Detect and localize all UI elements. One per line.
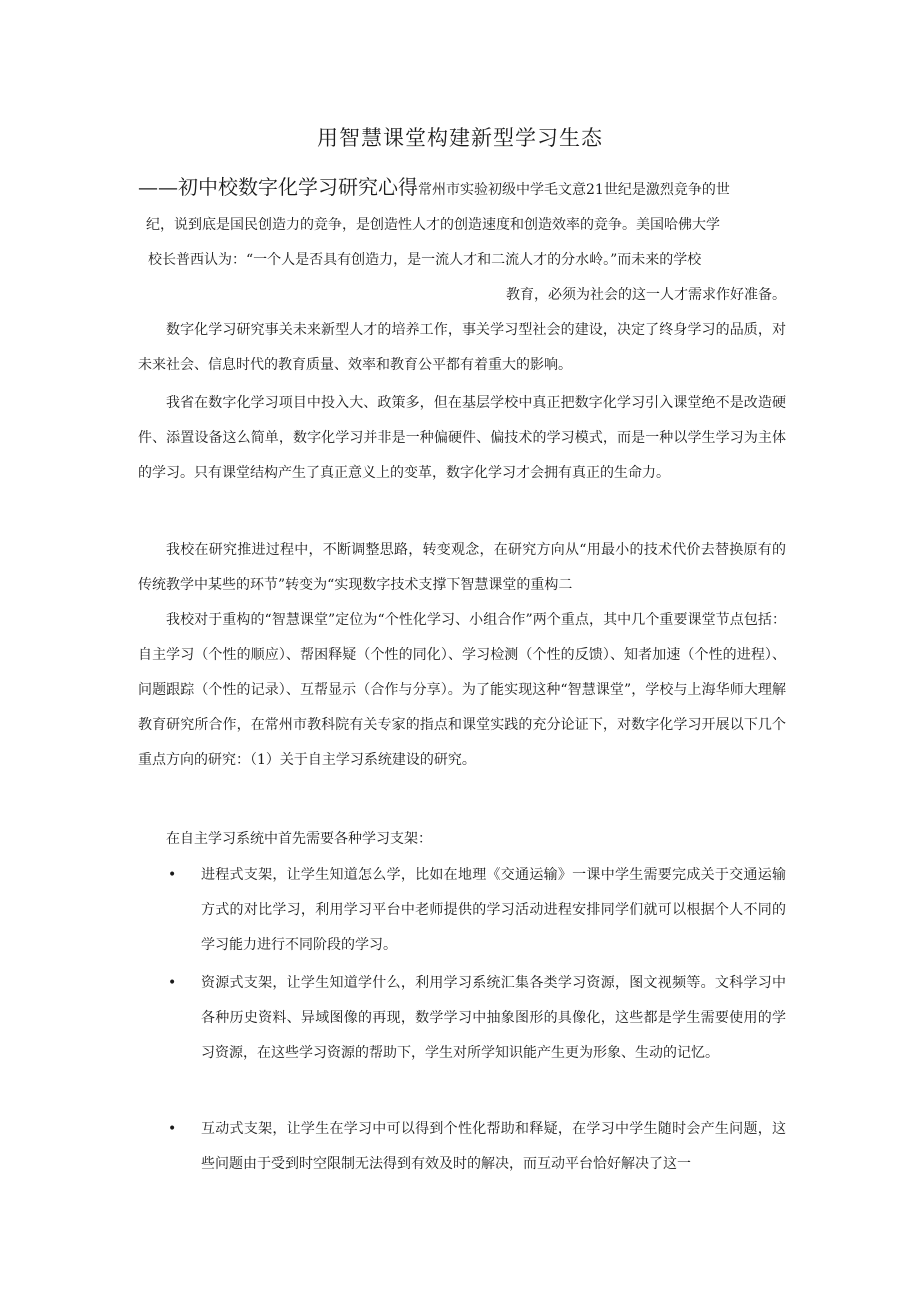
list-item-text: 资源式支架，让学生知道学什么，利用学习系统汇集各类学习资源，图文视频等。文科学习中各种历史资料、异域图像的再现，数学学习中抽象图形的具像化，这些都是学生需要使用的学习资源，在这些学习资源的帮助下，学生对所学知识能产生更为形象、生动的记忆。: [201, 975, 786, 1061]
paragraph: 我省在数字化学习项目中投入大、政策多，但在基层学校中真正把数字化学习引入课堂绝不是改造硬件、添置设备这么简单，数字化学习并非是一种偏硬件、偏技术的学习模式，而是一种以学生学习为主体的学习。只有课堂结构产生了真正意义上的变革，数字化学习才会拥有真正的生命力。: [138, 395, 786, 481]
intro-line-3: 校长普西认为：“一个人是否具有创造力，是一流人才和二流人才的分水岭。”而未来的学校: [148, 252, 702, 268]
paragraph: 数字化学习研究事关未来新型人才的培养工作，事关学习型社会的建设，决定了终身学习的品质，对未来社会、信息时代的教育质量、效率和教育公平都有着重大的影响。: [138, 322, 786, 373]
list-item-text: 互动式支架，让学生在学习中可以得到个性化帮助和释疑，在学习中学生随时会产生问题，这些问题由于受到时空限制无法得到有效及时的解决，而互动平台恰好解决了这一: [201, 1121, 786, 1172]
list-item: [138, 1112, 786, 1182]
subtitle-block: [138, 170, 786, 313]
paragraph: 我校在研究推进过程中，不断调整思路，转变观念，在研究方向从“用最小的技术代价去替换原有的传统教学中某些的环节”转变为“实现数字技术支撑下智慧课堂的重构二: [138, 542, 786, 593]
list-item-text: 进程式支架，让学生知道怎么学，比如在地理《交通运输》一课中学生需要完成关于交通运输方式的对比学习，利用学习平台中老师提供的学习活动进程安排同学们就可以根据个人不同的学习能力进行不同阶段的学习。: [201, 867, 786, 953]
subtitle-line: [138, 170, 786, 208]
document-subtitle: ——初中校数字化学习研究心得: [138, 175, 418, 199]
intro-line-1: 常州市实验初级中学毛文意21世纪是激烈竞争的世: [418, 182, 730, 198]
intro-line-2: 纪，说到底是国民创造力的竞争，是创造性人才的创造速度和创造效率的竞争。美国哈佛大学: [146, 217, 720, 233]
bullet-icon: •: [168, 975, 177, 991]
paragraph: 在自主学习系统中首先需要各种学习支架：: [166, 831, 432, 847]
list-item: [138, 966, 786, 1071]
intro-line-4: 教育，必须为社会的这一人才需求作好准备。: [506, 287, 786, 303]
bullet-icon: •: [168, 867, 177, 883]
document-title: 用智慧课堂构建新型学习生态: [317, 126, 603, 150]
bullet-icon: •: [168, 1121, 177, 1137]
paragraph: 我校对于重构的“智慧课堂”定位为“个性化学习、小组合作”两个重点，其中几个重要课堂节点包括：自主学习（个性的顺应）、帮困释疑（个性的同化）、学习检测（个性的反馈）、知者加速（个性的进程）、问题跟踪（个性的记录）、互帮显示（合作与分享）。为了能实现这种“智慧课堂”，学校与上海华师大理解教育研究所合作，在常州市教科院有关专家的指点和课堂实践的充分论证下，对数字化学习开展以下几个重点方向的研究：（1）关于自主学习系统建设的研究。: [138, 612, 786, 768]
list-item: [138, 858, 786, 963]
